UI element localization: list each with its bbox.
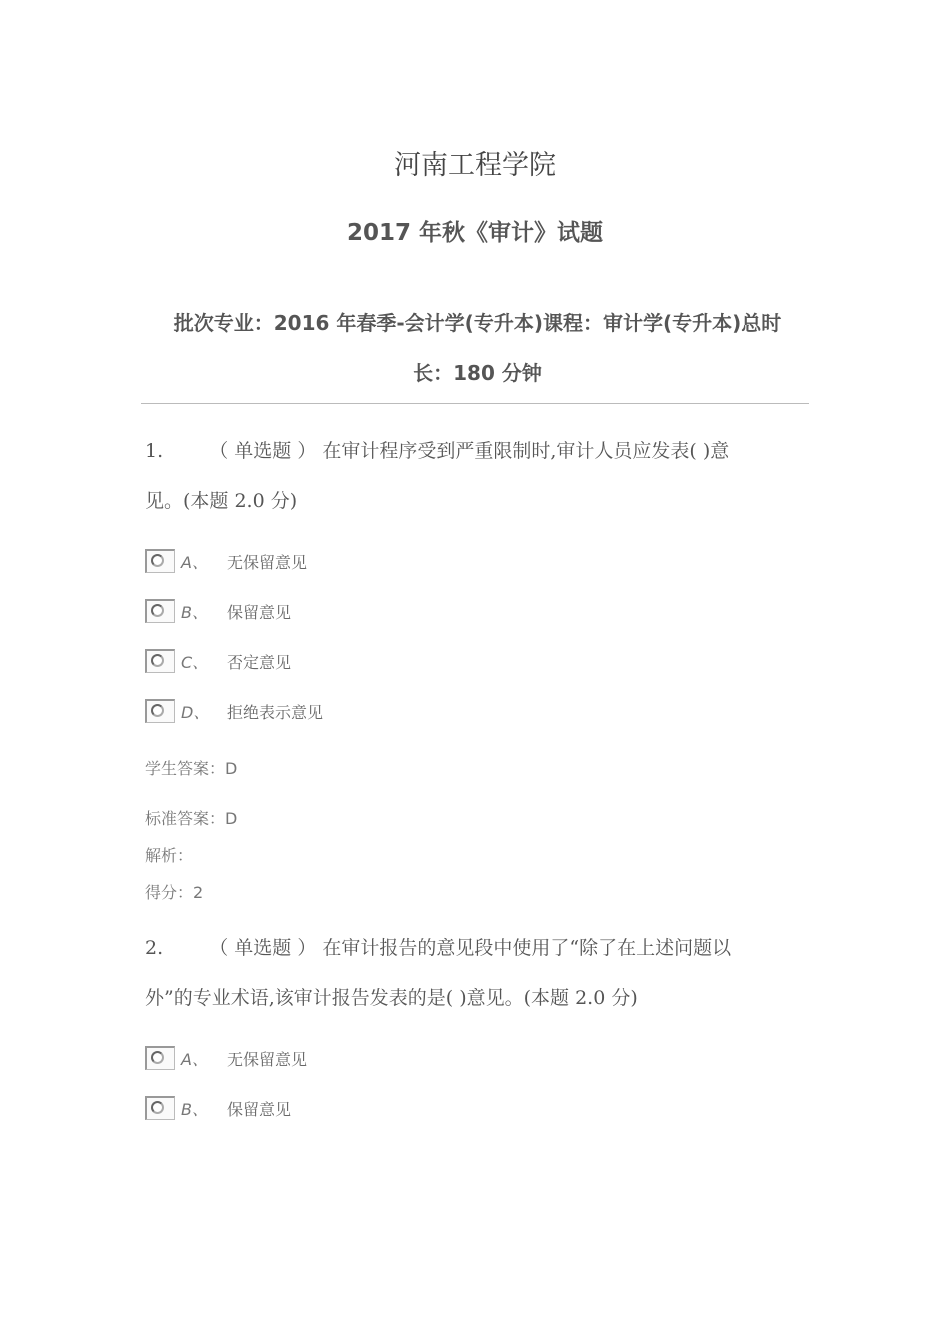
question-number: 1. [145, 440, 164, 462]
option-d[interactable] [145, 697, 323, 725]
radio-circle-icon [151, 704, 164, 717]
question-2 [145, 923, 810, 1133]
option-letter: B、 [181, 1099, 208, 1119]
divider [141, 403, 809, 404]
option-letter: B、 [181, 602, 208, 622]
student-answer: 学生答案：D [145, 759, 238, 778]
school-name: 河南工程学院 [394, 150, 556, 181]
option-text: 保留意见 [227, 1099, 292, 1119]
question-stem-line1: 在审计程序受到严重限制时,审计人员应发表( )意 [322, 440, 730, 462]
radio-button[interactable] [145, 699, 175, 723]
question-1-stem [145, 426, 810, 526]
option-c[interactable] [145, 647, 291, 675]
option-letter: A、 [181, 552, 208, 572]
option-b[interactable] [145, 1094, 291, 1122]
exam-info [145, 298, 810, 398]
option-b[interactable] [145, 597, 291, 625]
question-2-stem [145, 923, 810, 1023]
radio-circle-icon [151, 654, 164, 667]
radio-circle-icon [151, 604, 164, 617]
radio-button[interactable] [145, 1096, 175, 1120]
option-text: 保留意见 [227, 602, 292, 622]
option-text: 否定意见 [227, 652, 292, 672]
option-letter: A、 [181, 1049, 208, 1069]
radio-button[interactable] [145, 1046, 175, 1070]
question-type: （ 单选题 ） [209, 440, 317, 462]
question-stem-line2: 见。(本题 2.0 分) [145, 490, 298, 512]
option-letter: D、 [181, 702, 210, 722]
radio-button[interactable] [145, 649, 175, 673]
option-letter: C、 [181, 652, 209, 672]
radio-circle-icon [151, 554, 164, 567]
standard-answer: 标准答案：D [145, 809, 238, 828]
question-stem-line2: 外”的专业术语,该审计报告发表的是( )意见。(本题 2.0 分) [145, 987, 638, 1009]
exam-info-line1: 批次专业：2016 年春季-会计学(专升本)课程：审计学(专升本)总时 [173, 311, 782, 335]
option-text: 无保留意见 [227, 552, 308, 572]
analysis: 解析： [145, 846, 194, 865]
score: 得分：2 [145, 883, 204, 902]
option-a[interactable] [145, 1044, 307, 1072]
question-type: （ 单选题 ） [209, 937, 317, 959]
exam-info-line2: 长：180 分钟 [413, 361, 542, 385]
radio-button[interactable] [145, 599, 175, 623]
radio-circle-icon [151, 1051, 164, 1064]
option-a[interactable] [145, 547, 307, 575]
radio-circle-icon [151, 1101, 164, 1114]
option-text: 拒绝表示意见 [227, 702, 324, 722]
radio-button[interactable] [145, 549, 175, 573]
option-text: 无保留意见 [227, 1049, 308, 1069]
question-1 [145, 426, 810, 906]
question-number: 2. [145, 937, 164, 959]
exam-title: 2017 年秋《审计》试题 [346, 220, 604, 246]
question-stem-line1: 在审计报告的意见段中使用了“除了在上述问题以 [322, 937, 732, 959]
